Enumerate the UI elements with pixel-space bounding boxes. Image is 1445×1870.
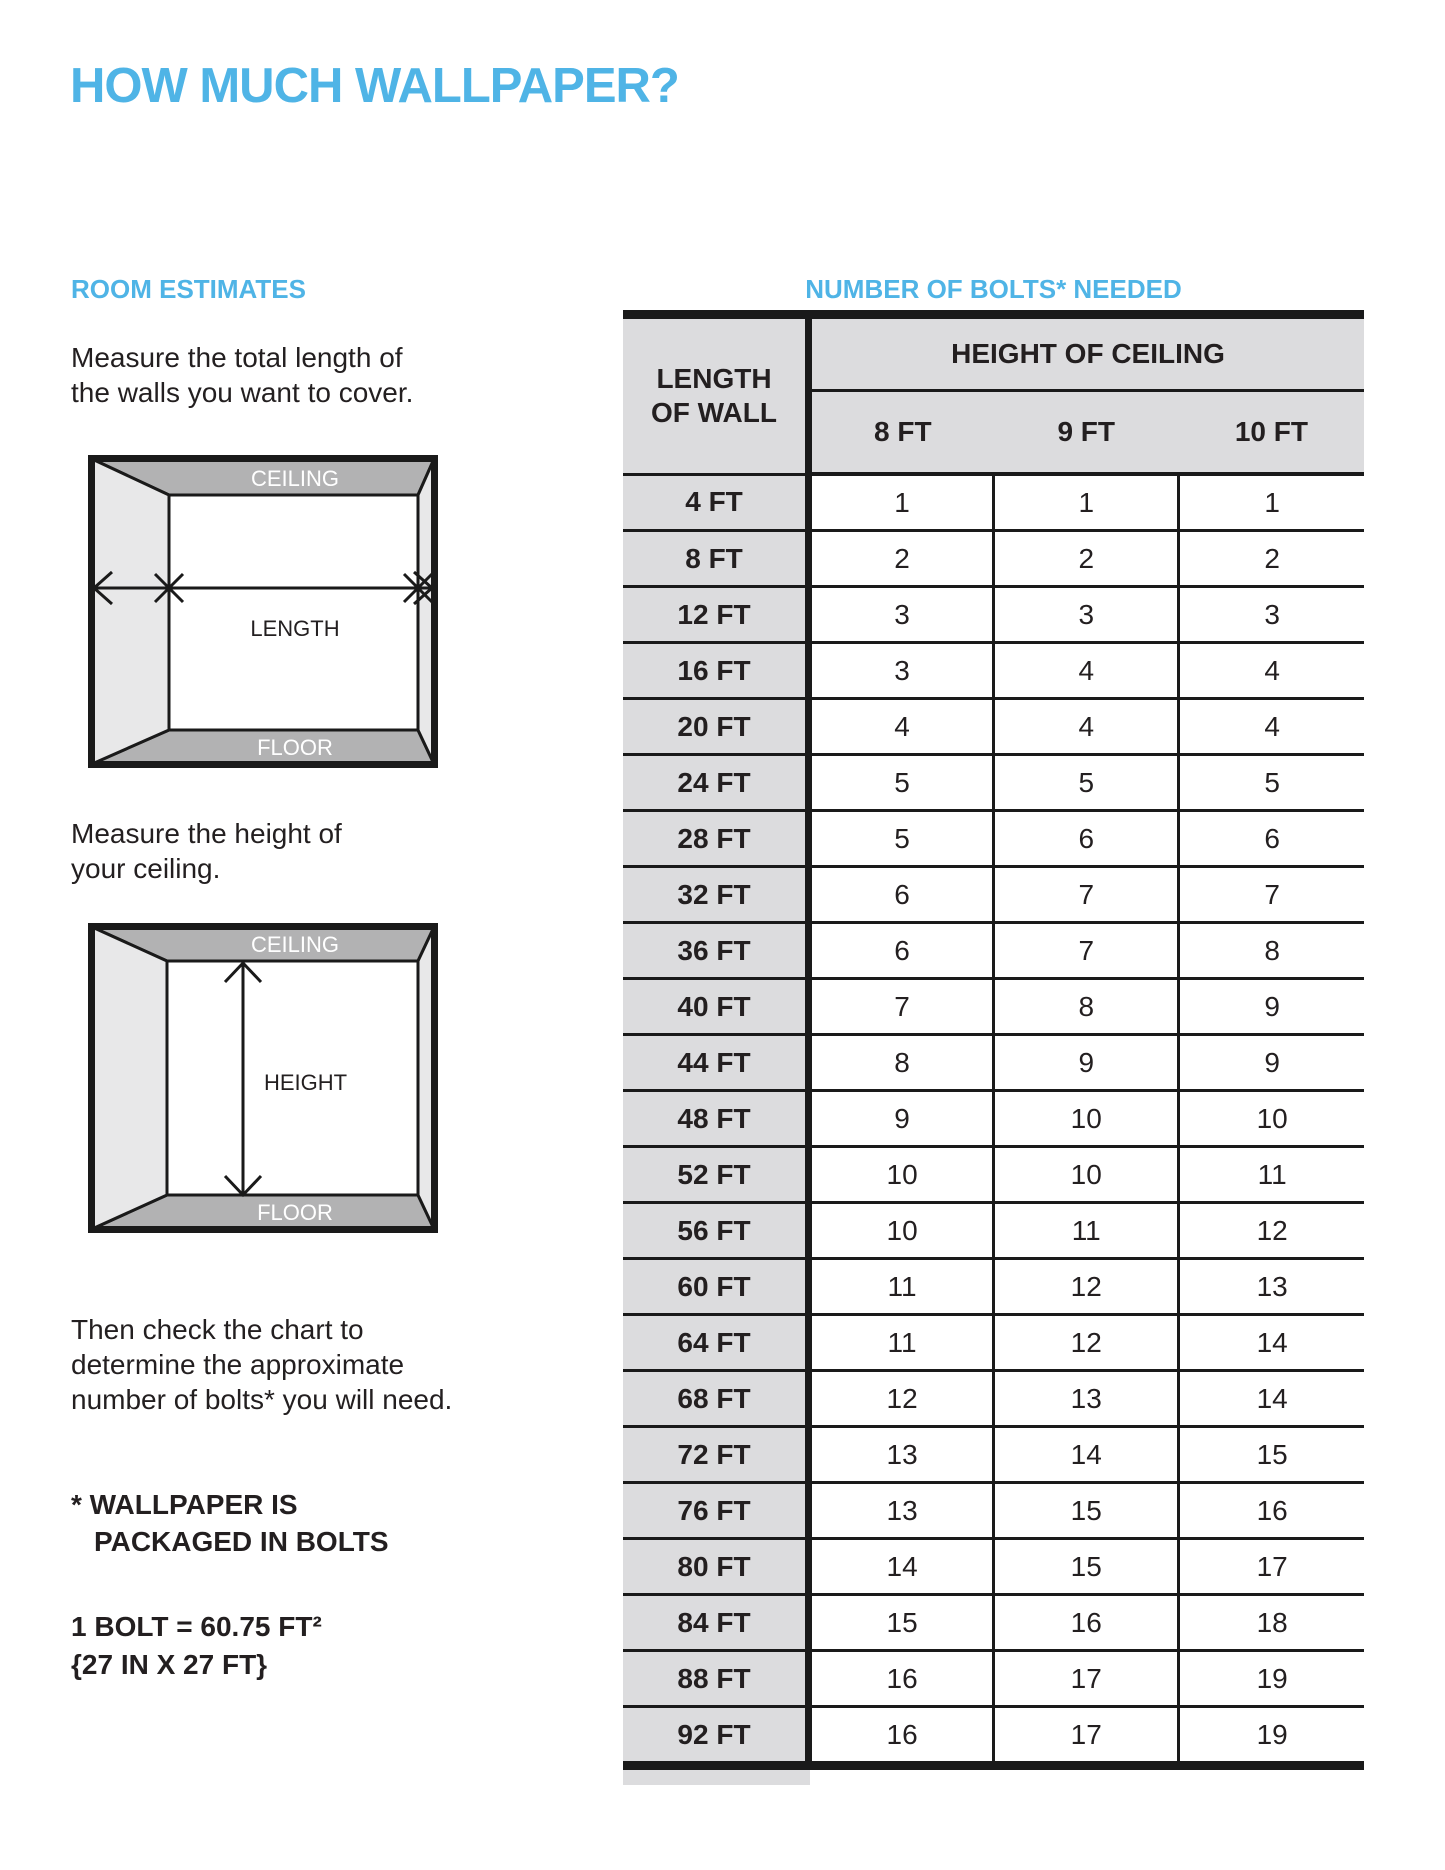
floor-label: FLOOR (257, 735, 333, 760)
table-row (623, 1539, 1364, 1595)
table-row (623, 1259, 1364, 1315)
bolts-value-cell: 2 (809, 531, 994, 587)
bolt-size-info (71, 1608, 322, 1684)
height-diagram (88, 923, 438, 1233)
bolts-value-cell: 4 (994, 699, 1179, 755)
bolts-value-cell: 16 (994, 1595, 1179, 1651)
bolts-value-cell: 14 (994, 1427, 1179, 1483)
bolts-value-cell: 15 (994, 1539, 1179, 1595)
bolts-value-cell: 5 (994, 755, 1179, 811)
bolts-value-cell: 13 (809, 1427, 994, 1483)
table-row (623, 1091, 1364, 1147)
bolts-table-body (623, 474, 1364, 1766)
wall-length-cell: 64 FT (623, 1315, 809, 1371)
bolts-value-cell: 10 (809, 1147, 994, 1203)
bolts-value-cell: 15 (809, 1595, 994, 1651)
length-diagram (88, 455, 438, 768)
bolts-value-cell: 2 (1179, 531, 1364, 587)
length-label: LENGTH (250, 616, 340, 641)
bolts-value-cell: 3 (994, 587, 1179, 643)
length-of-wall-header (623, 315, 809, 475)
bolts-value-cell: 14 (1179, 1315, 1364, 1371)
bolts-value-cell: 15 (1179, 1427, 1364, 1483)
bolts-value-cell: 6 (809, 923, 994, 979)
bolts-value-cell: 9 (994, 1035, 1179, 1091)
bolts-table-container (623, 310, 1364, 1785)
bolts-value-cell: 17 (994, 1707, 1179, 1766)
bolts-value-cell: 4 (809, 699, 994, 755)
bolts-value-cell: 10 (994, 1147, 1179, 1203)
table-row (623, 643, 1364, 699)
col-header-10ft: 10 FT (1179, 391, 1364, 475)
bolts-value-cell: 4 (994, 643, 1179, 699)
length-of-wall-line2: OF WALL (651, 396, 777, 428)
bolts-value-cell: 16 (1179, 1483, 1364, 1539)
bolts-value-cell: 5 (809, 811, 994, 867)
bolts-table-head (623, 315, 1364, 475)
step3-text: Then check the chart to determine the approximate number of bolts* you will need. (71, 1314, 453, 1415)
table-row (623, 1315, 1364, 1371)
height-of-ceiling-header: HEIGHT OF CEILING (809, 315, 1365, 391)
wall-length-cell: 44 FT (623, 1035, 809, 1091)
wall-length-cell: 92 FT (623, 1707, 809, 1766)
bolts-value-cell: 8 (994, 979, 1179, 1035)
table-row (623, 587, 1364, 643)
bolts-value-cell: 1 (809, 474, 994, 531)
wall-length-cell: 88 FT (623, 1651, 809, 1707)
group-header-row (623, 315, 1364, 391)
bolts-value-cell: 2 (994, 531, 1179, 587)
bolts-value-cell: 10 (809, 1203, 994, 1259)
bolts-value-cell: 10 (994, 1091, 1179, 1147)
table-row (623, 531, 1364, 587)
page-title: HOW MUCH WALLPAPER? (70, 59, 679, 113)
wall-length-cell: 4 FT (623, 474, 809, 531)
bolts-value-cell: 10 (1179, 1091, 1364, 1147)
bolts-value-cell: 8 (1179, 923, 1364, 979)
bolts-value-cell: 8 (809, 1035, 994, 1091)
table-row (623, 474, 1364, 531)
left-wall-surface (92, 459, 169, 764)
bolts-value-cell: 1 (1179, 474, 1364, 531)
bolts-value-cell: 5 (809, 755, 994, 811)
bolts-value-cell: 19 (1179, 1651, 1364, 1707)
bolts-value-cell: 13 (809, 1483, 994, 1539)
length-of-wall-line1: LENGTH (656, 362, 772, 394)
wall-length-cell: 76 FT (623, 1483, 809, 1539)
bolts-value-cell: 12 (809, 1371, 994, 1427)
bolts-value-cell: 16 (809, 1651, 994, 1707)
bolts-value-cell: 9 (1179, 1035, 1364, 1091)
footnote-line2: PACKAGED IN BOLTS (94, 1526, 389, 1557)
bolts-value-cell: 13 (994, 1371, 1179, 1427)
bolts-value-cell: 7 (994, 867, 1179, 923)
wall-length-cell: 52 FT (623, 1147, 809, 1203)
wall-length-cell: 8 FT (623, 531, 809, 587)
wall-length-cell: 72 FT (623, 1427, 809, 1483)
bolts-table (623, 310, 1364, 1770)
table-row (623, 1035, 1364, 1091)
wall-length-cell: 68 FT (623, 1371, 809, 1427)
table-row (623, 867, 1364, 923)
bolts-value-cell: 11 (809, 1315, 994, 1371)
table-row (623, 1651, 1364, 1707)
wall-length-cell: 80 FT (623, 1539, 809, 1595)
bolts-value-cell: 16 (809, 1707, 994, 1766)
wall-length-cell: 40 FT (623, 979, 809, 1035)
bolts-value-cell: 14 (809, 1539, 994, 1595)
bolts-value-cell: 9 (809, 1091, 994, 1147)
table-row (623, 1147, 1364, 1203)
wall-length-cell: 36 FT (623, 923, 809, 979)
wall-length-cell: 32 FT (623, 867, 809, 923)
floor-label: FLOOR (257, 1200, 333, 1225)
table-row (623, 755, 1364, 811)
table-row (623, 1203, 1364, 1259)
wall-length-cell: 56 FT (623, 1203, 809, 1259)
room-estimates-heading: ROOM ESTIMATES (71, 274, 306, 304)
step1-text: Measure the total length of the walls you want to cover. (71, 342, 414, 408)
bolts-value-cell: 11 (809, 1259, 994, 1315)
footnote-line1: * WALLPAPER IS (71, 1489, 298, 1520)
left-wall-surface (92, 927, 167, 1229)
bolts-value-cell: 11 (994, 1203, 1179, 1259)
bolts-value-cell: 15 (994, 1483, 1179, 1539)
height-label: HEIGHT (264, 1070, 348, 1095)
bolts-value-cell: 11 (1179, 1147, 1364, 1203)
label-column-tab (623, 1770, 810, 1785)
step2-text: Measure the height of your ceiling. (71, 818, 342, 884)
bolts-value-cell: 7 (809, 979, 994, 1035)
bolts-value-cell: 7 (1179, 867, 1364, 923)
col-header-9ft: 9 FT (994, 391, 1179, 475)
wall-length-cell: 48 FT (623, 1091, 809, 1147)
bolts-value-cell: 5 (1179, 755, 1364, 811)
table-row (623, 699, 1364, 755)
table-row (623, 979, 1364, 1035)
bolts-value-cell: 3 (809, 587, 994, 643)
bolt-size-line2: {27 IN X 27 FT} (71, 1649, 268, 1680)
wall-length-cell: 84 FT (623, 1595, 809, 1651)
bolts-value-cell: 6 (994, 811, 1179, 867)
wallpaper-footnote (71, 1486, 389, 1560)
bolts-value-cell: 3 (1179, 587, 1364, 643)
bolts-value-cell: 6 (809, 867, 994, 923)
ceiling-label: CEILING (250, 932, 340, 957)
table-row (623, 811, 1364, 867)
table-row (623, 1483, 1364, 1539)
wall-length-cell: 20 FT (623, 699, 809, 755)
bolts-value-cell: 6 (1179, 811, 1364, 867)
wall-length-cell: 28 FT (623, 811, 809, 867)
table-row (623, 1707, 1364, 1766)
bolts-value-cell: 19 (1179, 1707, 1364, 1766)
bolts-value-cell: 4 (1179, 699, 1364, 755)
wall-length-cell: 24 FT (623, 755, 809, 811)
bolts-value-cell: 12 (994, 1315, 1179, 1371)
bolts-value-cell: 12 (994, 1259, 1179, 1315)
col-header-8ft: 8 FT (809, 391, 994, 475)
bolts-value-cell: 14 (1179, 1371, 1364, 1427)
bolts-value-cell: 3 (809, 643, 994, 699)
ceiling-label: CEILING (250, 466, 340, 491)
bolts-value-cell: 17 (1179, 1539, 1364, 1595)
bolts-value-cell: 1 (994, 474, 1179, 531)
bolts-value-cell: 18 (1179, 1595, 1364, 1651)
table-row (623, 1427, 1364, 1483)
bolts-value-cell: 4 (1179, 643, 1364, 699)
table-row (623, 1371, 1364, 1427)
bolts-value-cell: 7 (994, 923, 1179, 979)
table-row (623, 923, 1364, 979)
bolts-value-cell: 13 (1179, 1259, 1364, 1315)
bolt-size-line1: 1 BOLT = 60.75 FT² (71, 1611, 322, 1642)
back-wall-surface (169, 495, 418, 730)
bolts-table-heading: NUMBER OF BOLTS* NEEDED (805, 274, 1182, 304)
wall-length-cell: 12 FT (623, 587, 809, 643)
bolts-value-cell: 9 (1179, 979, 1364, 1035)
bolts-value-cell: 17 (994, 1651, 1179, 1707)
table-row (623, 1595, 1364, 1651)
wall-length-cell: 16 FT (623, 643, 809, 699)
wall-length-cell: 60 FT (623, 1259, 809, 1315)
bolts-value-cell: 12 (1179, 1203, 1364, 1259)
